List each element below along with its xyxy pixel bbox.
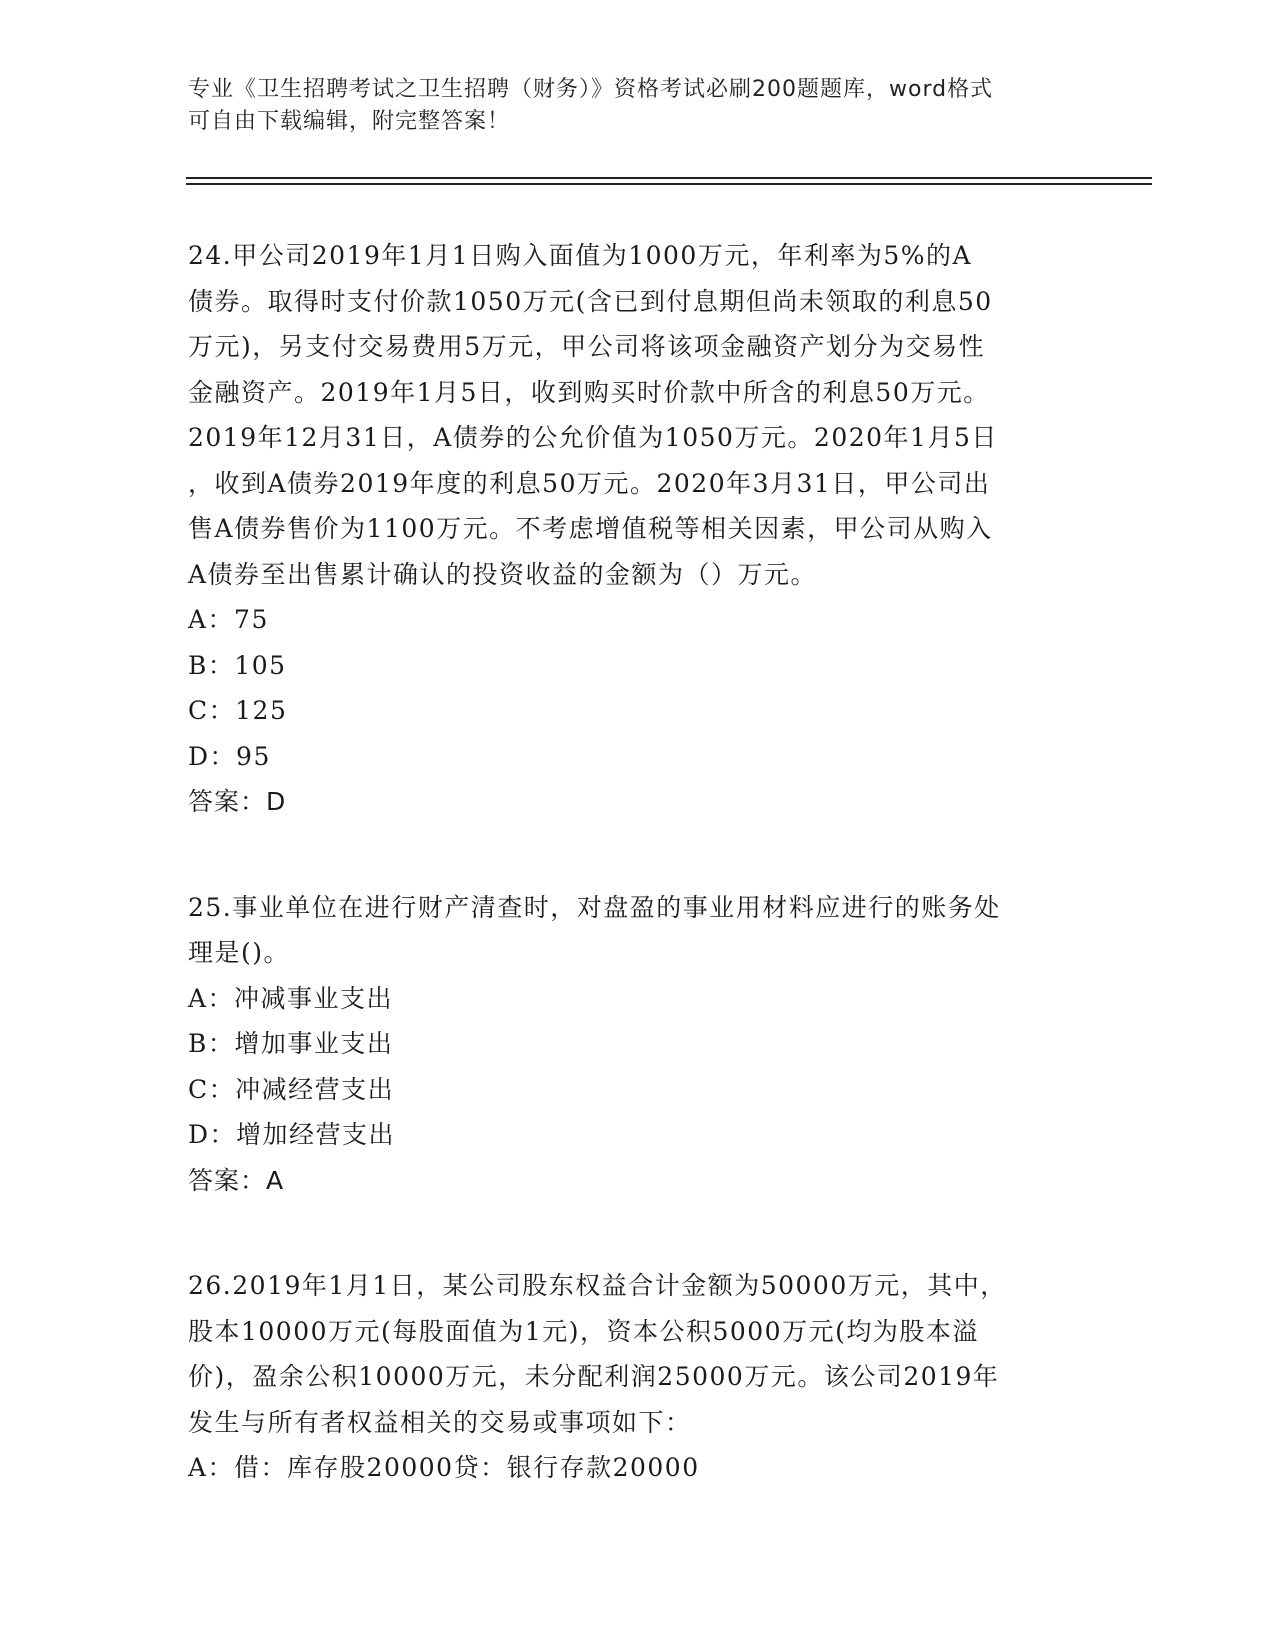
stem-line: 售A债券售价为1100万元。不考虑增值税等相关因素，甲公司从购入 [188,514,993,543]
stem-line: 万元)，另支付交易费用5万元，甲公司将该项金融资产划分为交易性 [188,332,986,361]
header-divider-bottom [186,183,1152,185]
stem-line: 25.事业单位在进行财产清查时，对盘盈的事业用材料应进行的账务处 [188,892,1001,922]
stem-line: 理是()。 [188,938,291,967]
question-list [188,233,1088,1491]
question-stem [188,1263,1088,1445]
document-header [188,74,1088,138]
option-c: C：125 [188,696,288,725]
question-stem [188,885,1088,976]
stem-line: A债券至出售累计确认的投资收益的金额为（）万元。 [188,559,818,589]
option-a: A：借：库存股20000贷：银行存款20000 [188,1453,700,1482]
stem-line: 股本10000万元(每股面值为1元)，资本公积5000万元(均为股本溢 [188,1316,979,1346]
option-d: D：增加经营支出 [188,1120,396,1149]
answer-text: 答案：D [188,787,287,816]
question-gap [188,1203,1088,1263]
question-stem [188,233,1088,597]
question-24 [188,233,1088,825]
stem-line: 金融资产。2019年1月5日，收到购买时价款中所含的利息50万元。 [188,377,990,407]
stem-line: 26.2019年1月1日，某公司股东权益合计金额为50000万元，其中， [188,1271,1007,1300]
stem-line: 2019年12月31日，A债券的公允价值为1050万元。2020年1月5日 [188,423,998,452]
option-d: D：95 [188,741,271,771]
option-a: A：冲减事业支出 [188,983,394,1013]
header-line-2: 可自由下载编辑，附完整答案！ [188,109,511,134]
stem-line: 价)，盈余公积10000万元，未分配利润25000万元。该公司2019年 [188,1362,1000,1391]
answer-text: 答案：A [188,1165,285,1195]
stem-line: ，收到A债券2019年度的利息50万元。2020年3月31日，甲公司出 [188,468,991,498]
option-b: B：增加事业支出 [188,1029,394,1058]
header-line-1: 专业《卫生招聘考试之卫生招聘（财务）》资格考试必刷200题题库，word格式 [188,77,994,102]
question-25 [188,885,1088,1204]
option-b: B：105 [188,650,287,680]
option-c: C：冲减经营支出 [188,1074,395,1104]
question-26 [188,1263,1088,1491]
stem-line: 债券。取得时支付价款1050万元(含已到付息期但尚未领取的利息50 [188,286,993,316]
header-divider-top [186,177,1152,179]
question-gap [188,825,1088,885]
stem-line: 24.甲公司2019年1月1日购入面值为1000万元，年利率为5%的A [188,241,973,270]
option-a: A：75 [188,605,269,634]
stem-line: 发生与所有者权益相关的交易或事项如下： [188,1407,692,1437]
